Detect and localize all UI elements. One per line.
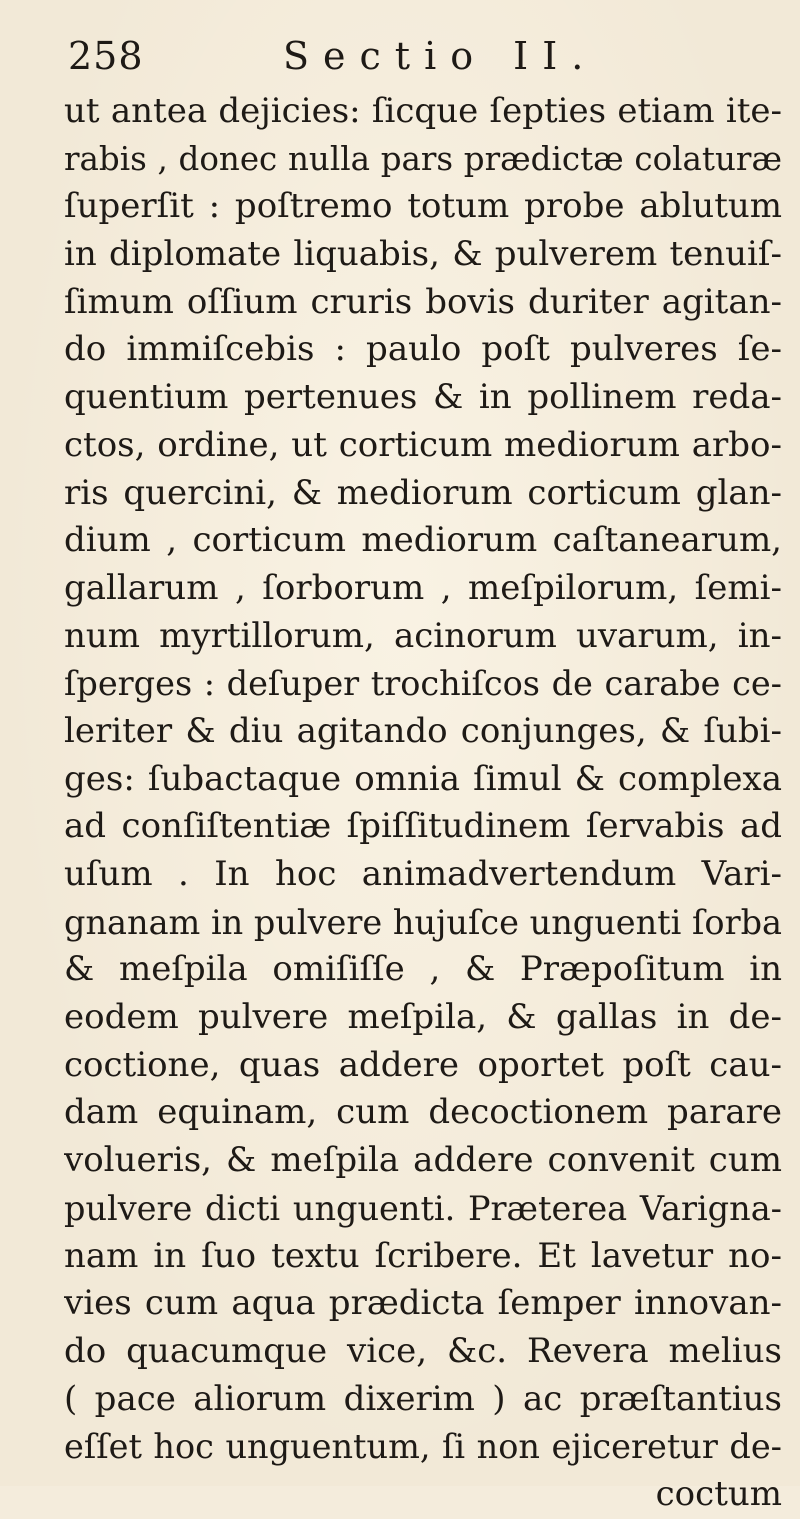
text-line: quentium pertenues & in pollinem reda- — [64, 377, 782, 418]
text-line: & meſpila omiſiſſe , & Præpoſitum in — [64, 949, 782, 990]
text-line: ſperges : deſuper trochiſcos de carabe ce- — [64, 664, 782, 704]
text-line: nam in ſuo textu ſcribere. Et lavetur no- — [64, 1235, 782, 1276]
section-title: Sectio II. — [283, 34, 598, 78]
text-line: do immiſcebis : paulo poſt pulveres ſe- — [64, 329, 782, 370]
text-line: eodem pulvere meſpila, & gallas in de- — [64, 997, 782, 1038]
text-line: num myrtillorum, acinorum uvarum, in- — [64, 615, 782, 656]
catchword-line: coctum — [655, 1473, 782, 1514]
text-line: dam equinam, cum decoctionem parare — [64, 1092, 782, 1133]
text-line: pulvere dicti unguenti. Præterea Varigna- — [64, 1188, 782, 1228]
page-number: 258 — [68, 34, 144, 78]
text-line: ges: ſubactaque omnia ſimul & complexa — [64, 758, 782, 799]
text-line: uſum . In hoc animadvertendum Vari- — [64, 854, 782, 894]
text-line: gallarum , ſorborum , meſpilorum, ſemi- — [64, 567, 782, 608]
body-text — [64, 88, 782, 1519]
text-line: leriter & diu agitando conjunges, & ſubi- — [64, 710, 782, 751]
text-line: ctos, ordine, ut corticum mediorum arbo- — [64, 424, 782, 465]
text-line: ad conſiſtentiæ ſpiſſitudinem ſervabis ad — [64, 806, 782, 847]
text-line: ut antea dejicies: ſicque ſepties etiam ite- — [64, 91, 782, 131]
text-line: ( pace aliorum dixerim ) ac præſtantius — [64, 1378, 782, 1419]
text-line: volueris, & meſpila addere convenit cum — [64, 1140, 782, 1181]
text-line: dium , corticum mediorum caſtanearum, — [64, 520, 782, 561]
text-line: coctione, quas addere oportet poſt cau- — [64, 1044, 782, 1085]
text-line: do quacumque vice, &c. Revera melius — [64, 1330, 782, 1371]
text-line: in diplomate liquabis, & pulverem tenuiſ- — [64, 234, 782, 275]
text-line: vies cum aqua prædicta ſemper innovan- — [64, 1283, 782, 1324]
text-line: eſſet hoc unguentum, ſi non ejiceretur de- — [64, 1427, 782, 1467]
text-line: gnanam in pulvere hujuſce unguenti ſorba — [64, 902, 782, 942]
running-head — [68, 30, 768, 80]
text-line: ris quercini, & mediorum corticum glan- — [64, 472, 782, 513]
text-line: ſimum oſſium cruris bovis duriter agitan- — [64, 281, 782, 322]
text-line: ſuperſit : poſtremo totum probe ablutum — [64, 186, 782, 227]
text-line: rabis , donec nulla pars prædictæ colaturæ — [64, 139, 782, 178]
